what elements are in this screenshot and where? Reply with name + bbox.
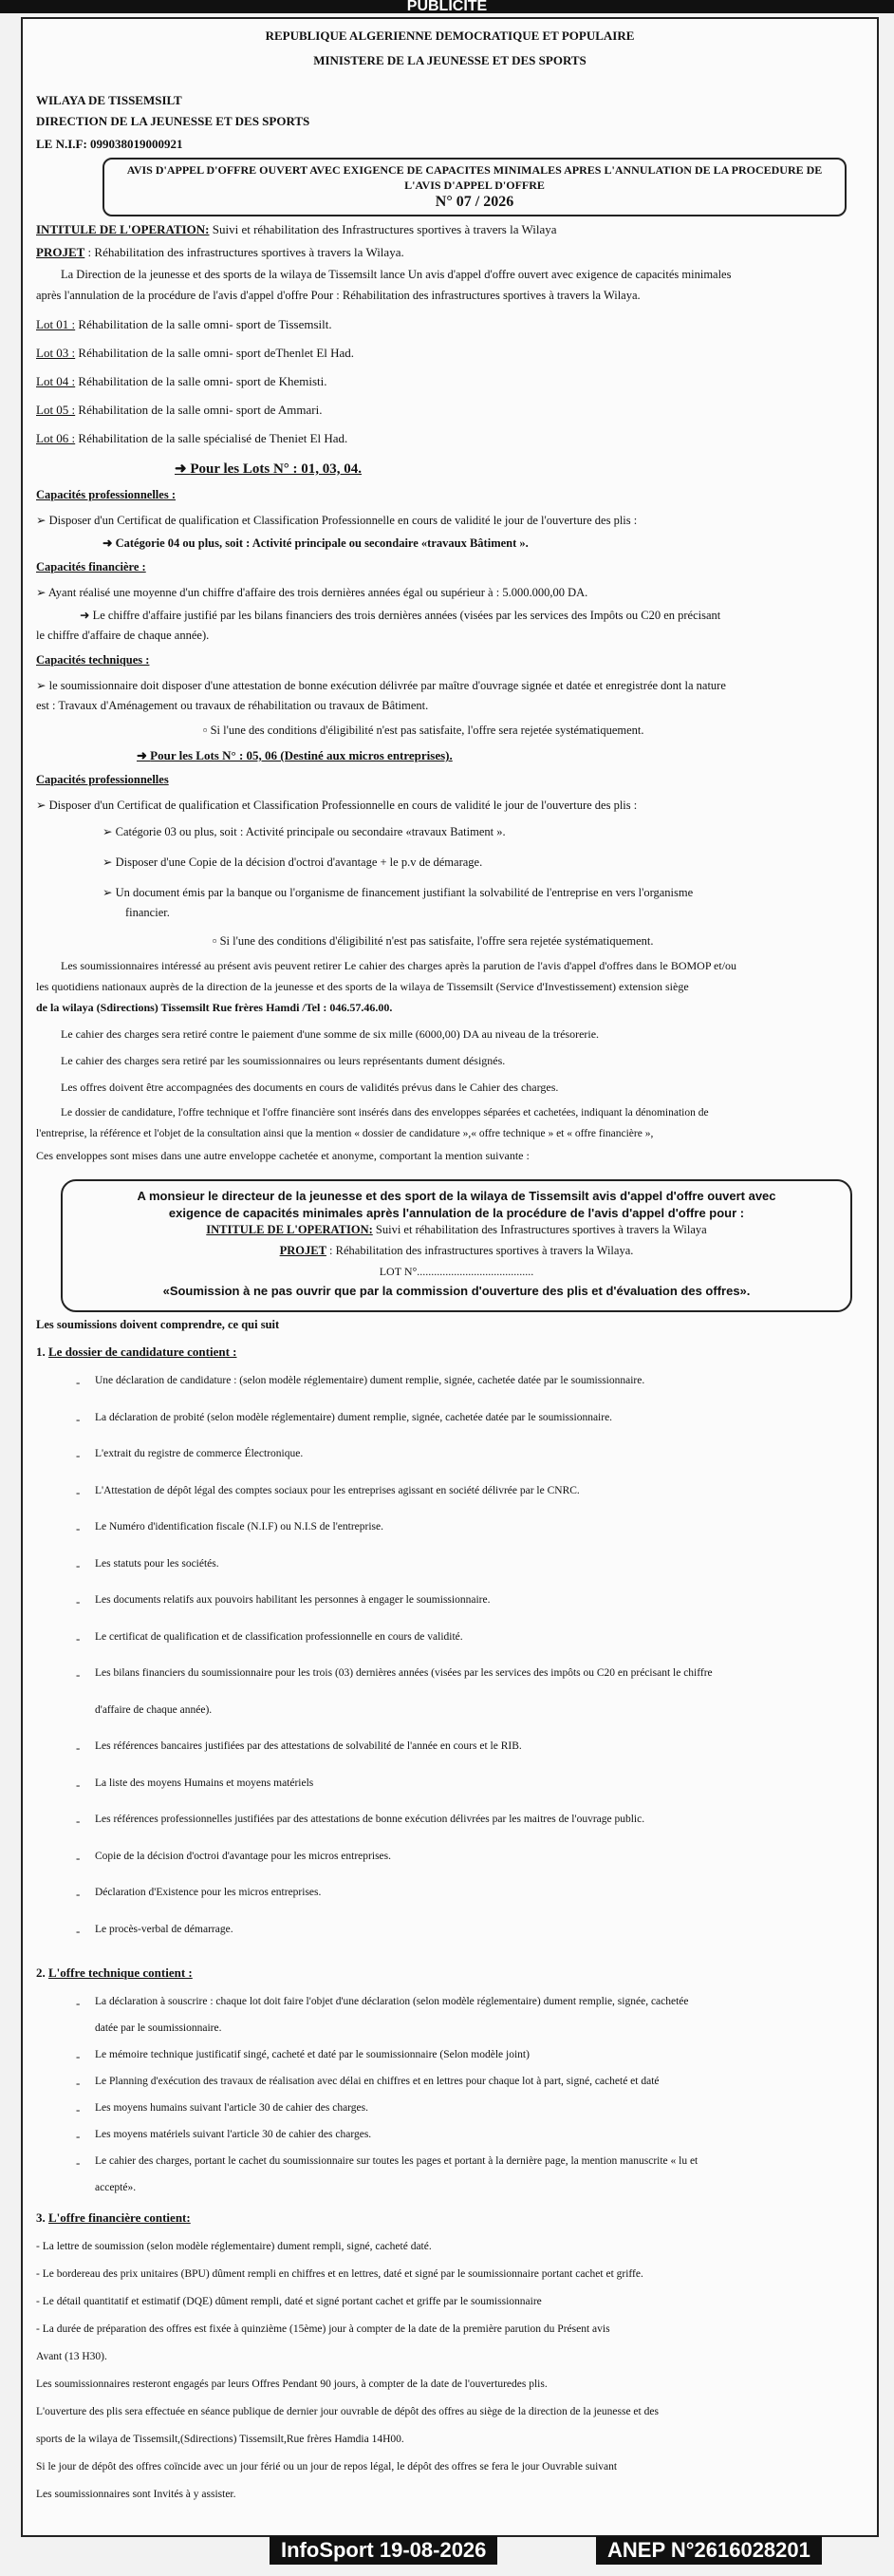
group2-item-3: ➢ Un document émis par la banque ou l'organisme de financement justifiant la solvabilité de l'entreprise en vers l'organisme — [102, 886, 694, 899]
group2-cap-pro-1: ➢ Disposer d'un Certificat de qualification et Classification Professionnelle en cours de validité le jour de l'ouverture des plis : — [36, 799, 638, 812]
envelope-box — [61, 1179, 852, 1312]
list-item: Les moyens matériels suivant l'article 30 de cahier des charges. — [95, 2129, 372, 2140]
group1-cap-tech-2: est : Travaux d'Aménagement ou travaux de réhabilitation ou travaux de Bâtiment. — [36, 699, 429, 712]
group2-cap-pro: Capacités professionnelles — [36, 773, 169, 786]
list-item: Le certificat de qualification et de classification professionnelle en cours de validité. — [95, 1630, 463, 1643]
list-item: Le cahier des charges, portant le cachet du soumissionnaire sur toutes les pages et portant à la dernière page, la mention manuscrite « lu et — [95, 2155, 698, 2167]
list-item: Les soumissionnaires resteront engagés par leurs Offres Pendant 90 jours, à compter de la date de l'ouverturedes plis. — [36, 2379, 548, 2390]
section-number: 2. — [36, 1965, 46, 1980]
list-item: datée par le soumissionnaire. — [95, 2022, 222, 2034]
condition-line: de la wilaya (Sdirections) Tissemsilt Rue frères Hamdi /Tel : 046.57.46.00. — [36, 1001, 393, 1014]
envelope-line1: A monsieur le directeur de la jeunesse et des sport de la wilaya de Tissemsilt avis d'appel d'offre ouvert avec — [137, 1189, 776, 1203]
arrow-icon: ➜ — [102, 536, 116, 550]
section-title: L'offre technique contient : — [48, 1965, 193, 1980]
list-item: - Le bordereau des prix unitaires (BPU) dûment rempli en chiffres et en lettres, daté et signé par le soumissionnaire portant cachet et griffe. — [36, 2268, 643, 2280]
lot-label: Lot 04 : — [36, 374, 76, 388]
condition-line: Le cahier des charges sera retiré par les soumissionnaires ou leurs représentants dument désignés. — [61, 1054, 506, 1067]
list-item: Les statuts pour les sociétés. — [95, 1557, 219, 1570]
list-item: Les références professionnelles justifiées par des attestations de bonne exécution délivrées par les maitres de l'ouvrage public. — [95, 1814, 645, 1825]
group2-item-3b: financier. — [125, 906, 170, 919]
section-number: 1. — [36, 1344, 46, 1359]
dash-bullet-icon: - — [76, 1594, 81, 1608]
lot-text: Réhabilitation de la salle spécialisé de Theniet El Had. — [78, 431, 348, 445]
list-item: Les soumissionnaires sont Invités à y assister. — [36, 2489, 236, 2500]
list-item: Le Numéro d'identification fiscale (N.I.F) ou N.I.S de l'entreprise. — [95, 1521, 384, 1532]
arrow-icon: ➢ — [36, 586, 48, 599]
group1-cap-fin: Capacités financière : — [36, 560, 146, 573]
group2-item-1: ➢ Catégorie 03 ou plus, soit : Activité principale ou secondaire «travaux Batiment ». — [102, 825, 506, 838]
notice-number: N° 07 / 2026 — [435, 194, 514, 210]
list-item: Le mémoire technique justificatif singé, cacheté et daté par le soumissionnaire (Selon modèle joint) — [95, 2049, 530, 2060]
operation-label: INTITULE DE L'OPERATION: — [36, 222, 210, 236]
lot-text: Réhabilitation de la salle omni- sport deThenlet El Had. — [78, 346, 355, 360]
dash-bullet-icon: - — [76, 1411, 81, 1426]
dash-bullet-icon: - — [76, 1814, 81, 1828]
arrow-icon: ➢ — [102, 856, 116, 869]
dash-bullet-icon: - — [76, 2076, 81, 2090]
list-item: Les moyens humains suivant l'article 30 de cahier des charges. — [95, 2102, 368, 2114]
arrow-icon: ➜ — [175, 461, 191, 477]
lot-text: Réhabilitation de la salle omni- sport de Tissemsilt. — [78, 317, 332, 331]
list-item: La déclaration de probité (selon modèle réglementaire) dument remplie, signée, cachetée datée par le soumissionnaire. — [95, 1411, 613, 1423]
list-item: Les bilans financiers du soumissionnaire pour les trois (03) dernières années (visées par les services des impôts ou C20 en précisant le chiffre — [95, 1667, 713, 1679]
list-item: Les documents relatifs aux pouvoirs habilitant les personnes à engager le soumissionnaire. — [95, 1594, 491, 1606]
arrow-icon: ➢ — [36, 679, 49, 692]
group1-eligibility: ▫ Si l'une des conditions d'éligibilité n'est pas satisfaite, l'offre sera rejetée systématiquement. — [203, 724, 644, 737]
list-item: - Le détail quantitatif et estimatif (DQE) dûment rempli, daté et signé portant cachet et griffe par le soumissionnaire — [36, 2296, 542, 2307]
list-item: Le Planning d'exécution des travaux de réalisation avec délai en chiffres et en lettres pour chaque lot à part, signé, cacheté et daté — [95, 2076, 660, 2087]
condition-line: Les soumissionnaires intéressé au présent avis peuvent retirer Le cahier des charges après la parution de l'avis d'appel d'offres dans le BOMOP et/ou — [61, 959, 737, 972]
envelope-warning: «Soumission à ne pas ouvrir que par la commission d'ouverture des plis et d'évaluation des offres». — [162, 1284, 751, 1298]
title-box — [102, 158, 847, 216]
group1-cap-pro-1: ➢ Disposer d'un Certificat de qualification et Classification Professionnelle en cours de validité le jour de l'ouverture des plis : — [36, 514, 638, 527]
square-bullet-icon: ▫ — [213, 934, 220, 948]
footer-source: InfoSport 19-08-2026 — [270, 2536, 497, 2565]
arrow-icon: ➜ — [80, 609, 93, 622]
list-item: Avant (13 H30). — [36, 2351, 107, 2362]
intro-paragraph-2: après l'annulation de la procédure de l'avis d'appel d'offre Pour : Réhabilitation des infrastructures sportives à travers la Wilaya. — [36, 289, 641, 302]
envelope-lot: LOT N°......................................... — [379, 1265, 534, 1278]
envelope-operation — [63, 1223, 850, 1237]
condition-line: Ces enveloppes sont mises dans une autre enveloppe cachetée et anonyme, comportant la mention suivante : — [36, 1149, 530, 1162]
list-item: Le procès-verbal de démarrage. — [95, 1923, 233, 1935]
arrow-icon: ➢ — [36, 799, 49, 812]
dash-bullet-icon: - — [76, 1521, 81, 1535]
condition-line: Le cahier des charges sera retiré contre le paiement d'une somme de six mille (6000,00) DA au niveau de la trésorerie. — [61, 1027, 600, 1041]
condition-line: l'entreprise, la référence et l'objet de la consultation ainsi que la mention « dossier de candidature »,« offre technique » et « offre financière », — [36, 1128, 654, 1139]
envelope-line2: exigence de capacités minimales après l'annulation de la procédure de l'avis d'appel d'offre pour : — [168, 1206, 745, 1220]
list-item: Copie de la décision d'octroi d'avantage pour les micros entreprises. — [95, 1850, 391, 1862]
contents-intro: Les soumissions doivent comprendre, ce qui suit — [36, 1318, 280, 1331]
lot-03 — [36, 346, 354, 361]
group1-cap-pro-2: ➜ Catégorie 04 ou plus, soit : Activité principale ou secondaire «travaux Bâtiment ». — [102, 536, 529, 550]
lot-label: Lot 03 : — [36, 346, 76, 360]
group2-item-2: ➢ Disposer d'une Copie de la décision d'octroi d'avantage + le p.v de démarage. — [102, 856, 483, 869]
list-item: d'affaire de chaque année). — [95, 1703, 213, 1716]
list-item: - La lettre de soumission (selon modèle réglementaire) dument rempli, signé, cacheté daté. — [36, 2241, 432, 2252]
operation-line — [36, 222, 557, 237]
lot-label: Lot 01 : — [36, 317, 76, 331]
section-number: 3. — [36, 2210, 46, 2225]
dash-bullet-icon: - — [76, 1887, 81, 1901]
dash-bullet-icon: - — [76, 2155, 81, 2170]
title-line1: AVIS D'APPEL D'OFFRE OUVERT AVEC EXIGENCE DE CAPACITES MINIMALES APRES L'ANNULATION DE LA PROCEDURE DE — [126, 163, 823, 177]
list-item: L'ouverture des plis sera effectuée en séance publique de dernier jour ouvrable de dépôt des offres au siège de la direction de la jeunesse et des — [36, 2406, 659, 2417]
list-item: La liste des moyens Humains et moyens matériels — [95, 1777, 314, 1789]
lot-06 — [36, 431, 347, 446]
dash-bullet-icon: - — [76, 1996, 81, 2010]
group1-cap-tech: Capacités techniques : — [36, 653, 150, 667]
square-bullet-icon: ▫ — [203, 724, 211, 737]
direction-label: DIRECTION DE LA JEUNESSE ET DES SPORTS — [36, 114, 310, 128]
group1-cap-tech-1: ➢ le soumissionnaire doit disposer d'une attestation de bonne exécution délivrée par maître d'ouvrage signée et datée et enregistrée dont la nature — [36, 679, 726, 692]
republic-heading: REPUBLIQUE ALGERIENNE DEMOCRATIQUE ET POPULAIRE — [265, 28, 635, 43]
footer-anep-number: ANEP N°2616028201 — [596, 2536, 822, 2565]
condition-line: les quotidiens nationaux auprès de la direction de la jeunesse et des sports de la wilaya de Tissemsilt (Service d'Investissement) extension siège — [36, 980, 689, 993]
condition-line: Le dossier de candidature, l'offre technique et l'offre financière sont insérés dans des enveloppes séparées et cachetées, indiquant la dénomination de — [61, 1107, 709, 1119]
arrow-icon: ➢ — [102, 886, 116, 899]
dash-bullet-icon: - — [76, 2102, 81, 2116]
dash-bullet-icon: - — [76, 1448, 81, 1462]
dash-bullet-icon: - — [76, 1740, 81, 1755]
projet-line — [36, 245, 404, 260]
lot-text: Réhabilitation de la salle omni- sport de Ammari. — [78, 403, 323, 417]
lot-label: Lot 05 : — [36, 403, 76, 417]
list-item: L'extrait du registre de commerce Électronique. — [95, 1448, 304, 1459]
group1-cap-fin-1: ➢ Ayant réalisé une moyenne d'un chiffre d'affaire des trois dernières années égal ou supérieur à : 5.000.000,00 DA. — [36, 586, 588, 599]
list-item: Si le jour de dépôt des offres coïncide avec un jour férié ou un jour de repos légal, le dépôt des offres se fera le jour Ouvrable suivant — [36, 2461, 618, 2473]
group1-cap-pro: Capacités professionnelles : — [36, 488, 176, 501]
lot-01 — [36, 317, 332, 332]
group2-heading: ➜ Pour les Lots N° : 05, 06 (Destiné aux micros entreprises). — [137, 748, 453, 762]
list-item: - La durée de préparation des offres est fixée à quinzième (15ème) jour à compter de la date de la première parution du Présent avis — [36, 2323, 610, 2335]
lot-04 — [36, 374, 327, 389]
title-line2: L'AVIS D'APPEL D'OFFRE — [404, 179, 545, 192]
operation-label: INTITULE DE L'OPERATION: — [206, 1223, 373, 1236]
lot-05 — [36, 403, 322, 418]
envelope-projet — [63, 1244, 850, 1258]
list-item: Une déclaration de candidature : (selon modèle réglementaire) dument remplie, signée, cachetée datée par le soumissionnaire. — [95, 1375, 645, 1386]
dash-bullet-icon: - — [76, 1667, 81, 1682]
wilaya-label: WILAYA DE TISSEMSILT — [36, 93, 182, 107]
list-item: sports de la wilaya de Tissemsilt,(Sdirections) Tissemsilt,Rue frères Hamdia 14H00. — [36, 2434, 404, 2445]
section1-heading — [36, 1344, 237, 1360]
dash-bullet-icon: - — [76, 1375, 81, 1389]
publicite-banner: PUBLICITE — [0, 0, 894, 13]
section2-heading — [36, 1965, 193, 1981]
dash-bullet-icon: - — [76, 2049, 81, 2063]
arrow-icon: ➢ — [102, 825, 116, 838]
list-item: Les références bancaires justifiées par des attestations de solvabilité de l'année en cours et le RIB. — [95, 1740, 522, 1752]
arrow-icon: ➢ — [36, 514, 49, 527]
group2-eligibility: ▫ Si l'une des conditions d'éligibilité n'est pas satisfaite, l'offre sera rejetée systématiquement. — [213, 934, 654, 948]
dash-bullet-icon: - — [76, 1484, 81, 1499]
section3-heading — [36, 2210, 191, 2226]
dash-bullet-icon: - — [76, 1630, 81, 1645]
projet-label: PROJET — [279, 1244, 326, 1257]
lot-text: Réhabilitation de la salle omni- sport de Khemisti. — [78, 374, 327, 388]
operation-text: Suivi et réhabilitation des Infrastructures sportives à travers la Wilaya — [209, 222, 557, 236]
arrow-icon: ➜ — [137, 748, 151, 762]
projet-label: PROJET — [36, 245, 85, 259]
list-item: Déclaration d'Existence pour les micros entreprises. — [95, 1887, 322, 1898]
dash-bullet-icon: - — [76, 1777, 81, 1792]
operation-text: Suivi et réhabilitation des Infrastructures sportives à travers la Wilaya — [372, 1223, 707, 1236]
ministry-heading: MINISTERE DE LA JEUNESSE ET DES SPORTS — [313, 53, 587, 67]
group1-cap-fin-3: le chiffre d'affaire de chaque année). — [36, 629, 210, 642]
nif-label: LE N.I.F: 099038019000921 — [36, 137, 183, 151]
lot-label: Lot 06 : — [36, 431, 76, 445]
group1-cap-fin-2: ➜ Le chiffre d'affaire justifié par les bilans financiers des trois dernières années (visées par les services des Impôts ou C20 en précisant — [80, 609, 721, 622]
intro-paragraph-1: La Direction de la jeunesse et des sports de la wilaya de Tissemsilt lance Un avis d'appel d'offre ouvert avec exigence de capacités minimales — [61, 268, 732, 281]
projet-text: : Réhabilitation des infrastructures sportives à travers la Wilaya. — [84, 245, 404, 259]
dash-bullet-icon: - — [76, 1850, 81, 1865]
condition-line: Les offres doivent être accompagnées des documents en cours de validités prévus dans le Cahier des charges. — [61, 1081, 559, 1094]
group1-heading: ➜ Pour les Lots N° : 01, 03, 04. — [175, 461, 363, 477]
list-item: L'Attestation de dépôt légal des comptes sociaux pour les entreprises agissant en société délivrée par le CNRC. — [95, 1484, 580, 1496]
projet-text: : Réhabilitation des infrastructures sportives à travers la Wilaya. — [326, 1244, 634, 1257]
list-item: La déclaration à souscrire : chaque lot doit faire l'objet d'une déclaration (selon modèle réglementaire) dument remplie, signée, cachetée — [95, 1996, 689, 2007]
tender-notice — [21, 17, 879, 2537]
dash-bullet-icon: - — [76, 1923, 81, 1938]
dash-bullet-icon: - — [76, 1557, 81, 1572]
list-item: accepté». — [95, 2182, 137, 2193]
section-title: L'offre financière contient: — [48, 2210, 191, 2225]
section-title: Le dossier de candidature contient : — [48, 1344, 237, 1359]
dash-bullet-icon: - — [76, 2129, 81, 2143]
